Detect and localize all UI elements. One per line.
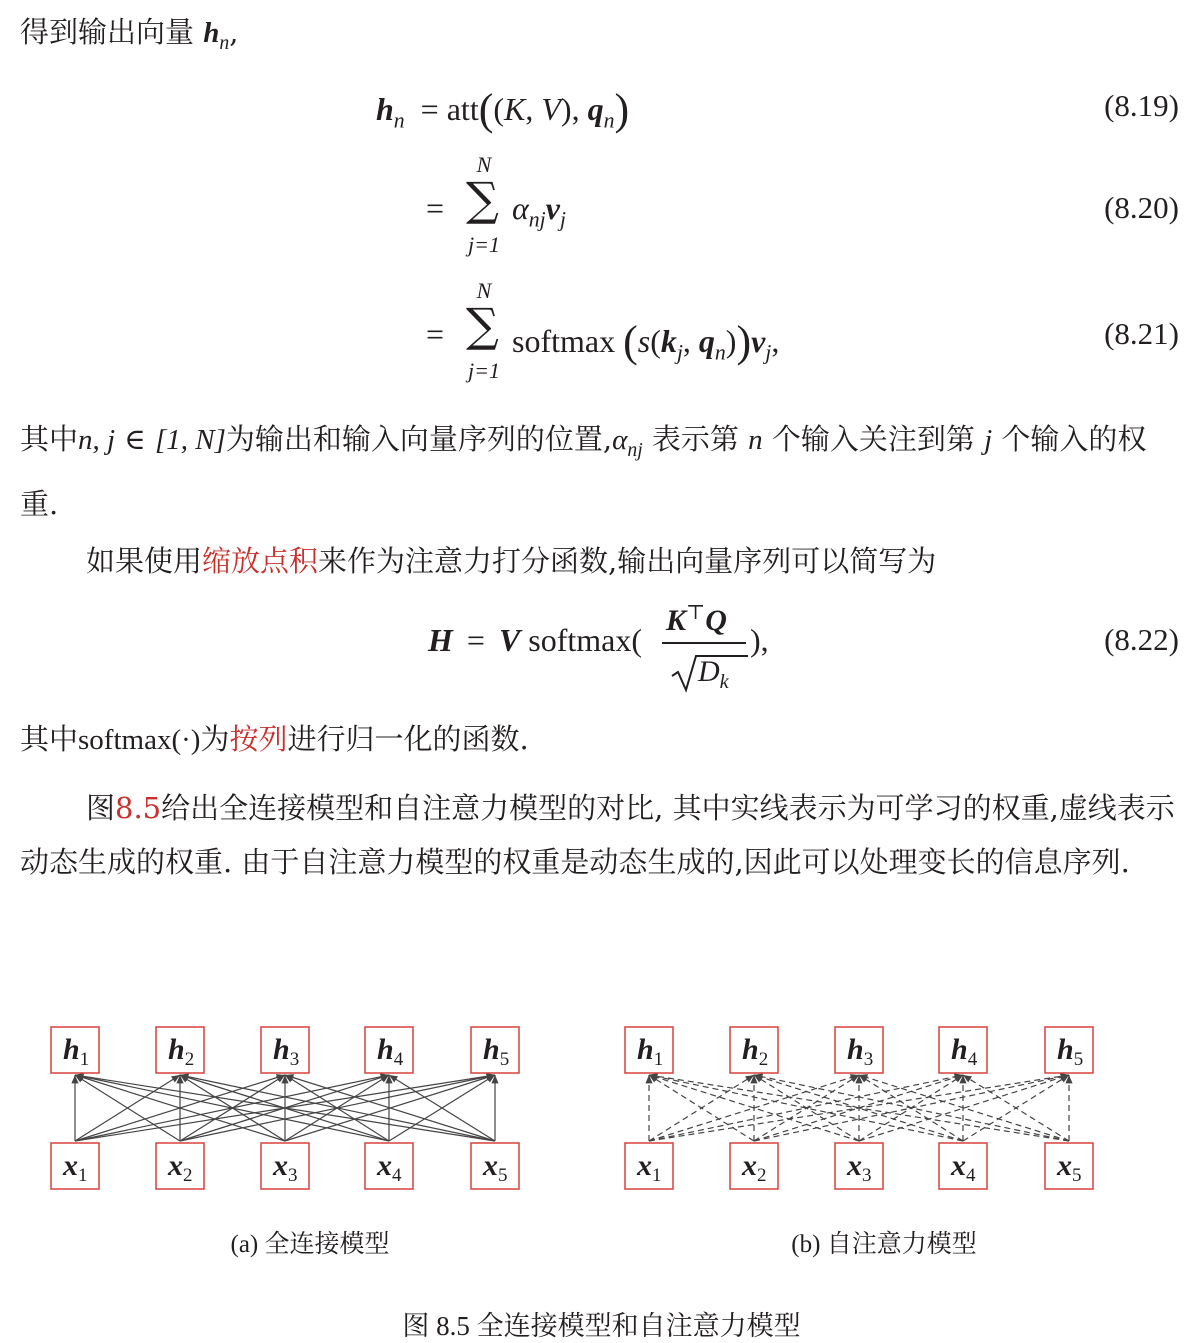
fig-a-node-h1 [51, 1027, 99, 1073]
equation-8-22: H = V softmax( [428, 622, 643, 658]
fig-b-label-x4: $x_4$ [951, 1149, 976, 1186]
fig-b-node-x4 [939, 1143, 987, 1189]
fig-a-label-h5: $h_5$ [483, 1033, 510, 1070]
fig-b-label-h5: $h_5$ [1057, 1033, 1084, 1070]
fig-a-label-x3: $x_3$ [273, 1149, 298, 1186]
fig-b-node-x5 [1045, 1143, 1093, 1189]
p4-b: 给出全连接模型和自注意力模型的对比, 其中实线表示为可学习的权重,虚线表示动态生成的权重. 由于自注意力模型的权重是动态生成的,因此可以处理变长的信息序列. [20, 791, 1175, 879]
fig-a-label-x1: $x_1$ [63, 1149, 88, 1186]
p1-b: 为输出和输入向量序列的位置, [225, 422, 613, 456]
eq821-v: v [751, 323, 766, 359]
p3-a: 其中 [20, 722, 79, 756]
eqno-8-19: (8.19) [1104, 88, 1179, 123]
eq822-Q: Q [705, 604, 727, 637]
fig-b-node-h3 [835, 1027, 883, 1073]
eq821-v-sub: j [765, 340, 772, 365]
fig-a-node-x4 [365, 1143, 413, 1189]
link-figure-8-5[interactable]: 8.5 [115, 791, 162, 825]
link-scaled-dot-product[interactable]: 缩放点积 [202, 544, 319, 578]
fig-a-label-x4: $x_4$ [377, 1149, 402, 1186]
link-by-column[interactable]: 按列 [229, 722, 288, 756]
eq819-open-paren: ( [478, 85, 494, 134]
eq821-equals: = [426, 316, 445, 352]
eq820-upper: N [476, 152, 492, 177]
eq822-numerator [666, 600, 727, 638]
intro-tail: , [229, 15, 239, 49]
eq821-s: s [637, 323, 651, 359]
subcaption-b: (b) 自注意力模型 [791, 1231, 977, 1258]
p1-n: n [748, 424, 763, 456]
fig-b-label-x3: $x_3$ [847, 1149, 872, 1186]
p1-e: 个输入的权重. [20, 422, 1147, 521]
p2-a: 如果使用 [86, 544, 203, 578]
intro-text: 得到输出向量 [20, 15, 195, 49]
p4-a: 图 [86, 791, 116, 825]
eq821-k-sub: j [676, 340, 683, 365]
p2-b: 来作为注意力打分函数,输出向量序列可以简写为 [318, 544, 937, 578]
p3-b: 为 [200, 722, 230, 756]
eq820-body [512, 190, 566, 232]
eqno-8-21: (8.21) [1104, 316, 1179, 351]
fig-b-node-x1 [625, 1143, 673, 1189]
fig-b-label-h4: $h_4$ [951, 1033, 978, 1070]
fig-b-label-x1: $x_1$ [637, 1149, 662, 1186]
paragraph-scaled-dot [20, 534, 1179, 588]
eq821-lower: j=1 [468, 358, 500, 383]
fig-a-label-x2: $x_2$ [168, 1149, 193, 1186]
eq822-transpose: ⊤ [686, 602, 706, 624]
eqno-8-20: (8.20) [1104, 190, 1179, 225]
eq819-func: att [446, 91, 479, 127]
figure-full-connection [40, 1015, 540, 1200]
p1-range: [1, N] [154, 424, 226, 456]
subcaption-a: (a) 全连接模型 [230, 1231, 390, 1258]
eq821-open: ( [623, 317, 638, 366]
eq819-equals: = [420, 91, 439, 127]
eq822-D-sub: k [719, 671, 729, 693]
eq822-denominator [698, 655, 729, 694]
fig-a-node-x3 [261, 1143, 309, 1189]
eq821-k: k [660, 323, 677, 359]
eq822-V: V [498, 622, 521, 658]
intro-sub: n [219, 31, 230, 54]
fig-b-node-x3 [835, 1143, 883, 1189]
fig-b-label-h1: $h_1$ [637, 1033, 664, 1070]
fig-a-label-h3: $h_3$ [273, 1033, 300, 1070]
p3-c: 进行归一化的函数. [287, 722, 529, 756]
p3-func: softmax(·) [78, 724, 201, 756]
eq820-equals: = [426, 190, 445, 226]
paragraph-softmax [20, 712, 1179, 767]
figure-caption: 图 8.5 全连接模型和自注意力模型 [402, 1311, 801, 1341]
fig-b-node-h5 [1045, 1027, 1093, 1073]
eq819-lhs-sub: n [393, 108, 405, 133]
fig-b-edge-x5-h4 [963, 1075, 1069, 1141]
fig-b-label-x5: $x_5$ [1057, 1149, 1082, 1186]
eq821-q-sub: n [714, 340, 726, 365]
fig-b-node-h1 [625, 1027, 673, 1073]
fig-b-node-h2 [730, 1027, 778, 1073]
eq821-upper: N [476, 278, 492, 303]
fig-a-node-h3 [261, 1027, 309, 1073]
fig-b-label-h2: $h_2$ [742, 1033, 769, 1070]
p1-in: ∈ [124, 424, 146, 456]
figure-self-attention [614, 1015, 1114, 1200]
eq822-tail: ), [750, 622, 769, 658]
fig-a-node-h2 [156, 1027, 204, 1073]
eq821-sigma: ∑ [466, 298, 499, 352]
p1-d: 个输入关注到第 [771, 422, 975, 456]
eq822-func: softmax [528, 622, 632, 658]
intro-symbol: h [203, 17, 220, 49]
eq821-close: ) [736, 317, 752, 366]
paragraph-figure-ref [20, 781, 1179, 889]
fig-a-label-h4: $h_4$ [377, 1033, 404, 1070]
eq820-v: v [545, 190, 560, 226]
p1-c: 表示第 [651, 422, 739, 456]
fig-a-node-h5 [471, 1027, 519, 1073]
p1-a: 其中 [20, 422, 79, 456]
eq820-sigma: ∑ [466, 172, 499, 226]
fig-b-node-h4 [939, 1027, 987, 1073]
eq821-body: softmax ($s(k_j$, $q_n))v_j$, [512, 317, 780, 366]
fig-b-node-x2 [730, 1143, 778, 1189]
eq820-lower: j=1 [468, 232, 500, 257]
equation-8-19: $h_n = att((K$, V), $q_n$) [376, 85, 630, 134]
p1-j: j [984, 424, 993, 456]
eq819-V: V [541, 91, 561, 127]
p1-vars: n, j [78, 424, 116, 456]
paragraph-weights [20, 412, 1179, 531]
eq822-fraction-bar [662, 642, 746, 644]
fig-a-node-x1 [51, 1143, 99, 1189]
eq822-D: D [698, 655, 720, 688]
eq819-lhs: h [376, 91, 394, 127]
intro-line [20, 5, 1179, 70]
eq821-func: softmax [512, 323, 616, 359]
fig-a-node-h4 [365, 1027, 413, 1073]
fig-a-label-x5: $x_5$ [483, 1149, 508, 1186]
eq822-H: H [428, 622, 453, 658]
eq820-alpha: α [512, 190, 529, 226]
eqno-8-22: (8.22) [1104, 622, 1179, 657]
fig-a-node-x2 [156, 1143, 204, 1189]
fig-b-label-h3: $h_3$ [847, 1033, 874, 1070]
eq819-close-paren: ) [614, 85, 630, 134]
eq819-q-sub: n [603, 108, 615, 133]
eq819-q: q [587, 91, 604, 127]
fig-a-label-h1: $h_1$ [63, 1033, 90, 1070]
fig-a-label-h2: $h_2$ [168, 1033, 195, 1070]
eq820-v-sub: j [559, 207, 566, 232]
p1-alpha: α [612, 424, 628, 456]
eq822-equals: = [466, 622, 485, 658]
fig-b-label-x2: $x_2$ [742, 1149, 767, 1186]
eq819-K: K [504, 91, 526, 127]
eq821-q: q [698, 323, 715, 359]
eq820-alpha-sub: nj [528, 207, 546, 232]
fig-a-node-x5 [471, 1143, 519, 1189]
eq822-K: K [666, 604, 687, 637]
p1-alpha-sub: nj [627, 438, 643, 461]
